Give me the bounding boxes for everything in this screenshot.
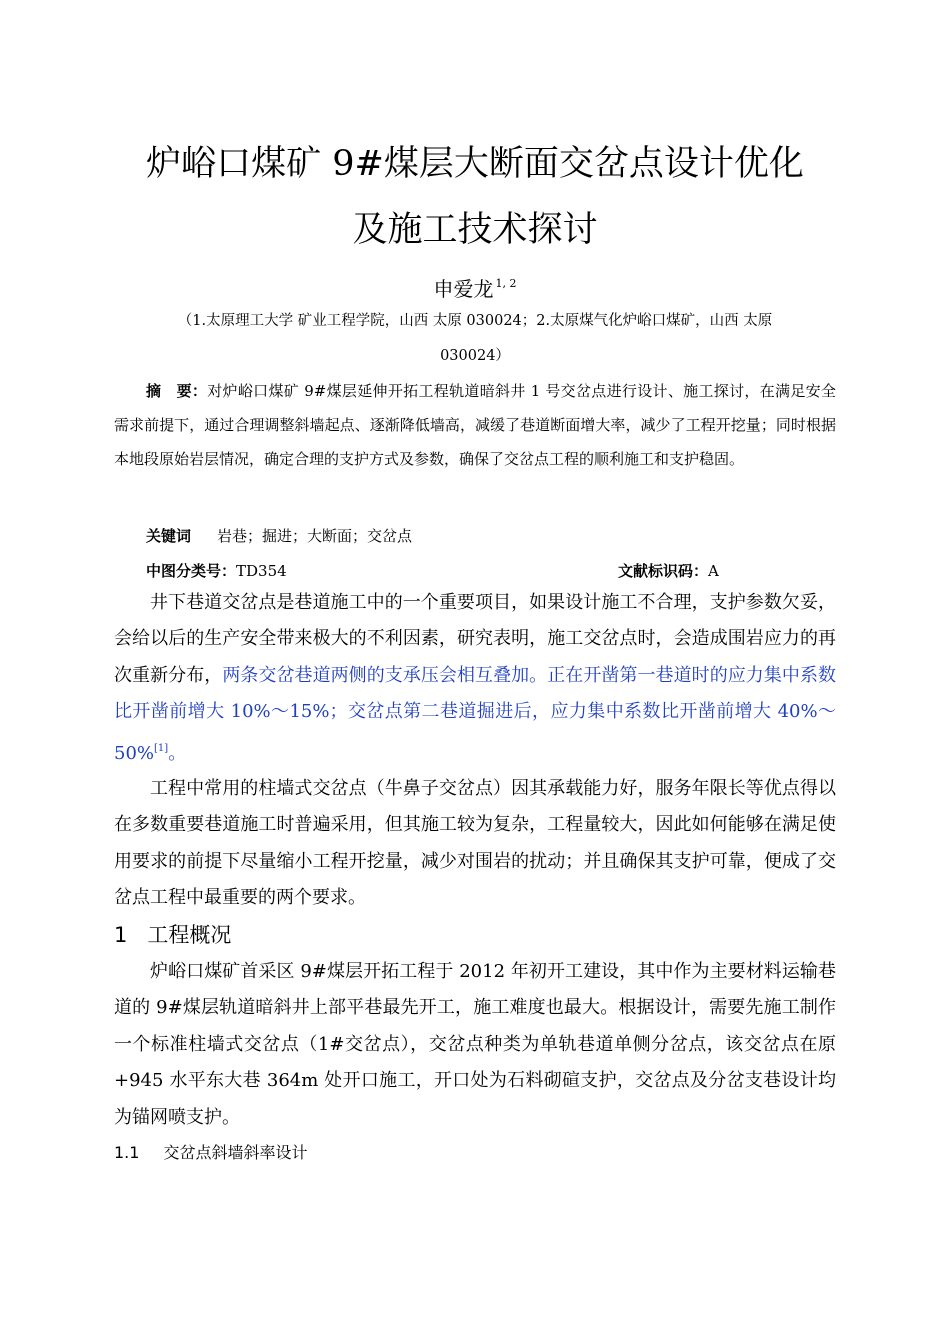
subsection-title: 交岔点斜墙斜率设计 — [163, 1143, 308, 1162]
body-paragraph-3: 炉峪口煤矿首采区 9#煤层开拓工程于 2012 年初开工建设，其中作为主要材料运输巷道的 9#煤层轨道暗斜井上部平巷最先开工，施工难度也最大。根据设计，需要先施工制作一个标准柱墙式交岔点（1#交岔点），交岔点种类为单轨巷道单侧分岔点，该交岔点在原+945 水平东大巷 364m 处开口施工，开口处为石料砌碹支护，交岔点及分岔支巷设计均为锚网喷支护。 — [114, 961, 836, 1128]
document-code-label: 文献标识码： — [618, 562, 709, 580]
affiliation-line-2: 030024） — [440, 348, 510, 364]
author-affiliation-marks: 1, 2 — [495, 277, 517, 290]
section-heading-1 — [114, 921, 231, 949]
classification — [146, 561, 287, 581]
body-paragraph-2: 工程中常用的柱墙式交岔点（牛鼻子交岔点）因其承载能力好，服务年限长等优点得以在多数重要巷道施工时普遍采用，但其施工较为复杂，工程量较大，因此如何能够在满足使用要求的前提下尽量缩小工程开挖量，减少对围岩的扰动；并且确保其支护可靠，便成了交岔点工程中最重要的两个要求。 — [114, 778, 836, 909]
paragraph-1-text: 井下巷道交岔点是巷道施工中的一个重要项目，如果设计施工不合理，支护参数欠妥，会给以后的生产安全带来极大的不利因素，研究表明，施工交岔点时，会造成围岩应力的再次重新分布， — [114, 592, 836, 686]
paper-title-line-1: 炉峪口煤矿 9#煤层大断面交岔点设计优化 — [146, 144, 804, 184]
section-number: 1 — [114, 923, 128, 947]
author-name: 申爱龙 — [433, 277, 494, 301]
keywords-text: 岩巷；掘进；大断面；交岔点 — [217, 527, 413, 545]
subsection-number: 1.1 — [114, 1143, 140, 1162]
paper-title-line-2: 及施工技术探讨 — [352, 210, 598, 250]
keywords-label: 关键词 — [146, 527, 192, 545]
citation-ref-1: [1] — [154, 742, 169, 754]
keywords — [146, 526, 412, 546]
classification-label: 中图分类号： — [146, 562, 237, 580]
subsection-heading-1-1 — [114, 1142, 307, 1164]
affiliation-line-1: （1.太原理工大学 矿业工程学院，山西 太原 030024；2.太原煤气化炉峪口煤矿，山西 太原 — [177, 313, 773, 329]
section-title: 工程概况 — [147, 923, 232, 947]
document-code-value: A — [708, 562, 719, 580]
document-code — [618, 561, 719, 581]
abstract-text: 对炉峪口煤矿 9#煤层延伸开拓工程轨道暗斜井 1 号交岔点进行设计、施工探讨，在满足安全需求前提下，通过合理调整斜墙起点、逐渐降低墙高，减缓了巷道断面增大率，减少了工程开挖量；同时根据本地段原始岩层情况，确定合理的支护方式及参数，确保了交岔点工程的顺利施工和支护稳固。 — [114, 382, 836, 468]
author — [0, 271, 950, 302]
abstract-label: 摘 要： — [146, 382, 208, 400]
body-paragraph-1 — [114, 585, 836, 772]
paragraph-1-end: 。 — [168, 742, 187, 764]
paragraph-1-highlighted-text: 两条交岔巷道两侧的支承压会相互叠加。正在开凿第一巷道时的应力集中系数比开凿前增大 10%～15%；交岔点第二巷道掘进后，应力集中系数比开凿前增大 40%～50% — [114, 664, 837, 764]
abstract — [114, 374, 836, 476]
classification-value: TD354 — [236, 562, 287, 580]
